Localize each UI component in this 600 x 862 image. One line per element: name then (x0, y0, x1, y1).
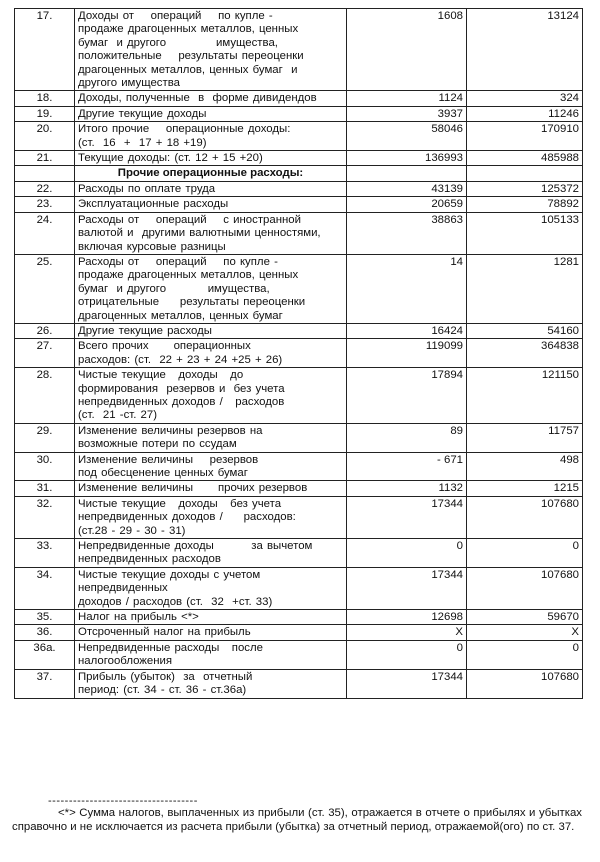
row-description (75, 481, 347, 496)
section-header-row (15, 166, 583, 181)
report-table-body (15, 9, 583, 699)
table-row (15, 254, 583, 323)
description-line: продаже драгоценных металлов, ценных (78, 23, 299, 36)
description-line: драгоценных металлов, ценных бумаг и (78, 63, 298, 76)
row-description (75, 567, 347, 609)
description-line: непредвиденных (78, 582, 168, 595)
footnote-text: <*> Сумма налогов, выплаченных из прибыли (ст. 35), отражается в отчете о прибылях и убытках справочно и не исключается из расчета прибыли (убытка) за отчетный период, отражаемой(ого) по ст. 37. (12, 807, 582, 833)
row-description (75, 91, 347, 106)
row-number: 37. (15, 669, 75, 698)
description-line: период: (ст. 34 - ст. 36 - ст.36а) (78, 684, 247, 697)
value-current-period: 12698 (347, 610, 467, 625)
value-cumulative: 105133 (467, 212, 583, 254)
value-current-period: 17894 (347, 368, 467, 424)
row-description (75, 640, 347, 669)
description-line: Налог на прибыль <*> (78, 611, 199, 624)
row-description (75, 339, 347, 368)
description-line: Другие текущие расходы (78, 324, 212, 337)
row-number: 17. (15, 9, 75, 91)
row-number: 22. (15, 181, 75, 196)
row-description (75, 539, 347, 568)
description-line: Всего прочих операционных (78, 340, 251, 353)
row-number: 28. (15, 368, 75, 424)
table-row (15, 669, 583, 698)
row-number: 23. (15, 197, 75, 212)
value-current-period: 58046 (347, 122, 467, 151)
description-line: расходов: (ст. 22 + 23 + 24 +25 + 26) (78, 353, 283, 366)
row-description (75, 151, 347, 166)
row-number: 29. (15, 423, 75, 452)
row-description (75, 610, 347, 625)
description-line: Расходы от операций по купле - (78, 255, 278, 268)
value-current-period: 38863 (347, 212, 467, 254)
value-current-period: 119099 (347, 339, 467, 368)
description-line: бумаг и другого имущества, (78, 36, 278, 49)
value-cumulative: 54160 (467, 323, 583, 338)
value-current-period: 17344 (347, 669, 467, 698)
description-line: (ст.28 - 29 - 30 - 31) (78, 524, 186, 537)
table-row (15, 625, 583, 640)
value-cumulative: 170910 (467, 122, 583, 151)
description-line: Доходы от операций по купле - (78, 10, 273, 22)
table-row (15, 212, 583, 254)
row-number: 19. (15, 106, 75, 121)
description-line: Итого прочие операционные доходы: (78, 123, 291, 136)
value-current-period: 16424 (347, 323, 467, 338)
table-row (15, 9, 583, 91)
description-line: непредвиденных доходов / расходов: (78, 511, 296, 524)
row-number-cell (15, 166, 75, 181)
section-title: Прочие операционные расходы: (75, 166, 347, 181)
table-row (15, 151, 583, 166)
description-line: продаже драгоценных металлов, ценных (78, 269, 299, 282)
row-number: 31. (15, 481, 75, 496)
description-line: Изменение величины резервов на (78, 424, 263, 437)
document-page (14, 8, 582, 699)
value-cumulative: 11757 (467, 423, 583, 452)
table-row (15, 567, 583, 609)
row-description (75, 496, 347, 538)
table-row (15, 481, 583, 496)
value-cumulative: 0 (467, 539, 583, 568)
value-cumulative: 1215 (467, 481, 583, 496)
row-description (75, 9, 347, 91)
value-current-period: 0 (347, 539, 467, 568)
table-row (15, 181, 583, 196)
row-description (75, 423, 347, 452)
description-line: непредвиденных расходов (78, 553, 221, 566)
value-current-period: 3937 (347, 106, 467, 121)
value-cumulative: 107680 (467, 567, 583, 609)
value-cumulative: 0 (467, 640, 583, 669)
value-cumulative: 107680 (467, 669, 583, 698)
value-current-period: 0 (347, 640, 467, 669)
value-cumulative: 324 (467, 91, 583, 106)
value-cumulative: 107680 (467, 496, 583, 538)
description-line: (ст. 21 -ст. 27) (78, 409, 158, 422)
description-line: валютой и другими валютными ценностями, (78, 227, 321, 240)
value-cell-cumulative (467, 166, 583, 181)
table-row (15, 368, 583, 424)
row-number: 18. (15, 91, 75, 106)
table-row (15, 423, 583, 452)
description-line: Эксплуатационные расходы (78, 198, 229, 211)
value-current-period: 136993 (347, 151, 467, 166)
row-number: 30. (15, 452, 75, 481)
row-description (75, 212, 347, 254)
value-cumulative: X (467, 625, 583, 640)
financial-report-table (14, 8, 583, 699)
table-row (15, 452, 583, 481)
row-number: 24. (15, 212, 75, 254)
value-current-period: 1124 (347, 91, 467, 106)
description-line: под обесценение ценных бумаг (78, 467, 248, 479)
value-current-period: 17344 (347, 496, 467, 538)
row-number: 25. (15, 254, 75, 323)
description-line: Расходы от операций с иностранной (78, 213, 301, 226)
table-row (15, 496, 583, 538)
value-current-period: 1608 (347, 9, 467, 91)
value-cumulative: 78892 (467, 197, 583, 212)
description-line: доходов / расходов (ст. 32 +ст. 33) (78, 595, 273, 608)
description-line: бумаг и другого имущества, (78, 282, 270, 295)
description-line: Чистые текущие доходы без учета (78, 497, 282, 510)
value-cell-current (347, 166, 467, 181)
row-description (75, 254, 347, 323)
row-description (75, 323, 347, 338)
row-description (75, 452, 347, 481)
value-current-period: 20659 (347, 197, 467, 212)
table-row (15, 106, 583, 121)
table-row (15, 122, 583, 151)
table-row (15, 197, 583, 212)
description-line: положительные результаты переоценки (78, 50, 304, 63)
table-row (15, 339, 583, 368)
description-line: Другие текущие доходы (78, 107, 207, 120)
row-number: 20. (15, 122, 75, 151)
value-current-period: 17344 (347, 567, 467, 609)
value-cumulative: 125372 (467, 181, 583, 196)
description-line: Чистые текущие доходы до (78, 369, 244, 382)
description-line: Отсроченный налог на прибыль (78, 626, 251, 639)
table-row (15, 323, 583, 338)
table-row (15, 640, 583, 669)
footnote-separator: ------------------------------------ (48, 795, 198, 807)
row-description (75, 669, 347, 698)
value-cumulative: 1281 (467, 254, 583, 323)
row-description (75, 197, 347, 212)
value-cumulative: 498 (467, 452, 583, 481)
row-number: 26. (15, 323, 75, 338)
description-line: Изменение величины резервов (78, 453, 259, 466)
value-cumulative: 13124 (467, 9, 583, 91)
value-cumulative: 59670 (467, 610, 583, 625)
value-current-period: X (347, 625, 467, 640)
value-cumulative: 11246 (467, 106, 583, 121)
description-line: Чистые текущие доходы с учетом (78, 568, 261, 581)
row-number: 36. (15, 625, 75, 640)
description-line: Расходы по оплате труда (78, 182, 216, 195)
description-line: другого имущества (78, 77, 180, 90)
description-line: Непредвиденные расходы после (78, 641, 263, 654)
description-line: Изменение величины прочих резервов (78, 482, 308, 495)
value-current-period: 43139 (347, 181, 467, 196)
value-current-period: 89 (347, 423, 467, 452)
row-number: 27. (15, 339, 75, 368)
value-current-period: - 671 (347, 452, 467, 481)
row-description (75, 181, 347, 196)
description-line: Текущие доходы: (ст. 12 + 15 +20) (78, 152, 263, 165)
row-description (75, 368, 347, 424)
value-current-period: 1132 (347, 481, 467, 496)
description-line: драгоценных металлов, ценных бумаг (78, 309, 283, 322)
value-cumulative: 364838 (467, 339, 583, 368)
description-line: Прибыль (убыток) за отчетный (78, 670, 253, 683)
row-description (75, 106, 347, 121)
description-line: отрицательные результаты переоценки (78, 296, 306, 309)
description-line: налогообложения (78, 655, 173, 668)
row-number: 32. (15, 496, 75, 538)
table-row (15, 91, 583, 106)
table-row (15, 610, 583, 625)
row-description (75, 625, 347, 640)
description-line: (ст. 16 + 17 + 18 +19) (78, 136, 207, 149)
description-line: Доходы, полученные в форме дивидендов (78, 92, 317, 105)
value-current-period: 14 (347, 254, 467, 323)
row-number: 36а. (15, 640, 75, 669)
row-number: 35. (15, 610, 75, 625)
description-line: Непредвиденные доходы за вычетом (78, 540, 313, 553)
description-line: формирования резервов и без учета (78, 382, 285, 395)
value-cumulative: 121150 (467, 368, 583, 424)
row-number: 21. (15, 151, 75, 166)
table-row (15, 539, 583, 568)
row-number: 34. (15, 567, 75, 609)
description-line: возможные потери по ссудам (78, 438, 237, 451)
row-number: 33. (15, 539, 75, 568)
description-line: непредвиденных доходов / расходов (78, 395, 285, 408)
row-description (75, 122, 347, 151)
description-line: включая курсовые разницы (78, 240, 226, 253)
value-cumulative: 485988 (467, 151, 583, 166)
